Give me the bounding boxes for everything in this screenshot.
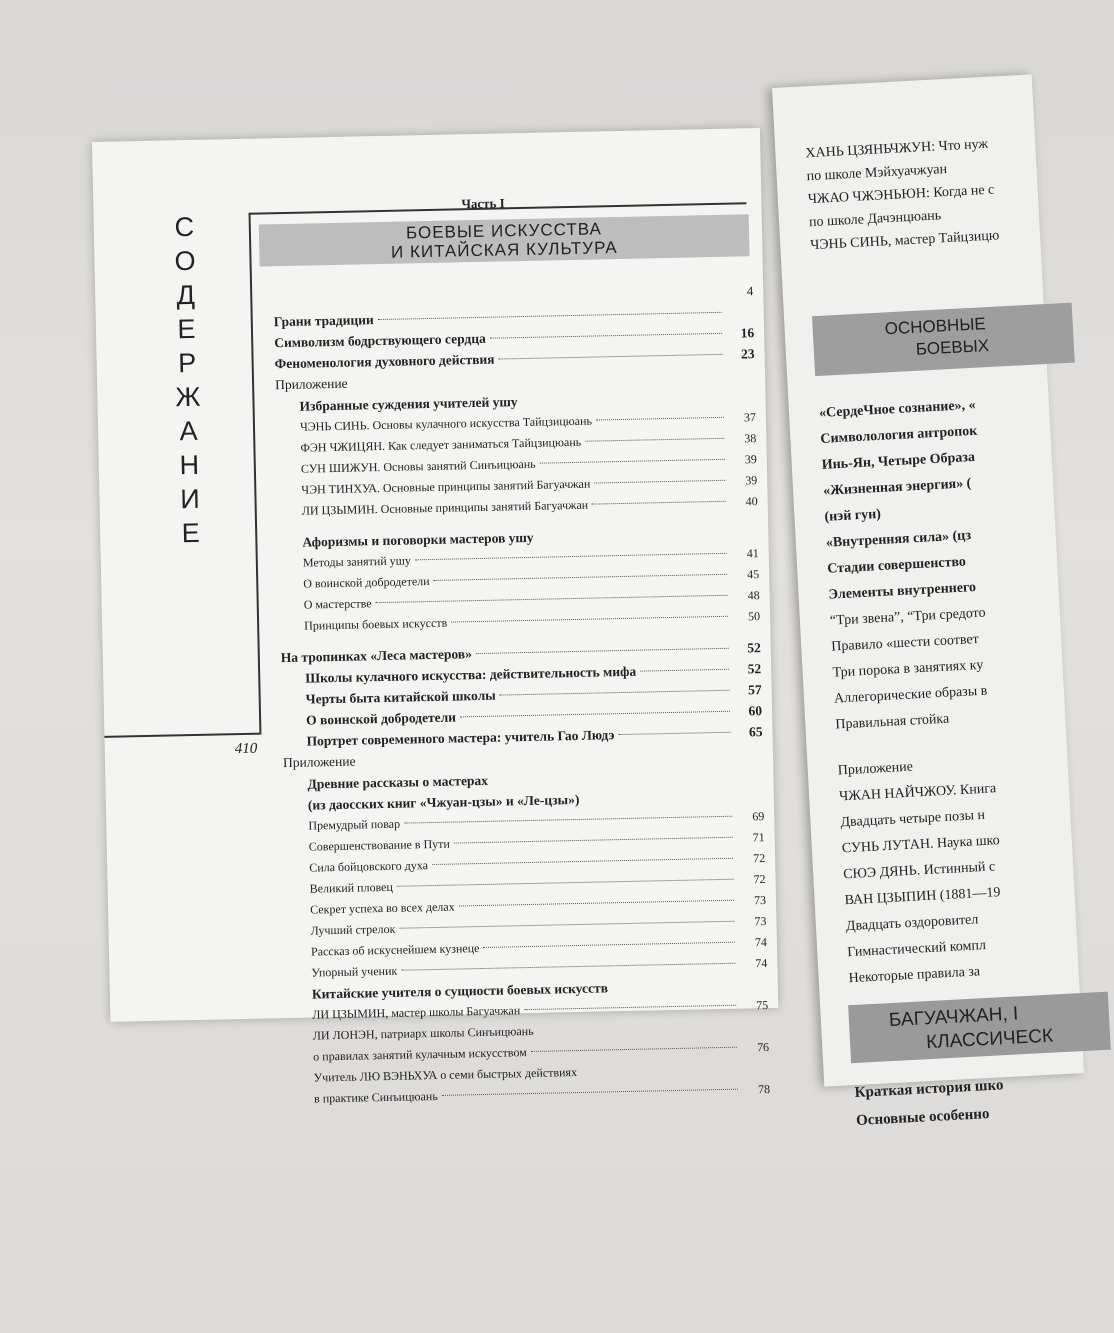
toc-leader-dots xyxy=(454,837,733,844)
toc-leader-dots xyxy=(399,921,734,929)
toc-entry-title: СУН ШИЖУН. Основы занятий Синъицюань xyxy=(300,456,536,476)
toc-entry-title: Великий пловец xyxy=(309,879,393,896)
toc-leader-dots xyxy=(524,1005,736,1010)
right-page-line: Двадцать четыре позы н xyxy=(840,807,986,831)
toc-leader-dots xyxy=(592,501,726,505)
toc-page-number: 4 xyxy=(746,283,754,299)
toc-entry-title: Древние рассказы о мастерах xyxy=(307,772,489,792)
right-page-line: «Внутренняя сила» (цз xyxy=(825,528,972,551)
vertical-title-letter: Н xyxy=(179,449,201,481)
toc-leader-dots xyxy=(378,312,722,320)
toc-entry-title: Лучший стрелок xyxy=(310,921,396,938)
toc-page-number: 39 xyxy=(744,452,757,467)
right-page-line: Двадцать оздоровител xyxy=(845,912,979,935)
toc-page-number: 38 xyxy=(744,431,757,446)
toc-page-number: 73 xyxy=(753,893,767,908)
banner-line: ОСНОВНЫЕ xyxy=(884,314,987,339)
table-of-contents xyxy=(273,280,770,1110)
toc-leader-dots xyxy=(442,1089,738,1096)
toc-page-number: 48 xyxy=(747,588,760,603)
toc-leader-dots xyxy=(640,669,729,672)
banner-line: И КИТАЙСКАЯ КУЛЬТУРА xyxy=(390,238,618,262)
banner-line: БОЕВЫЕ ИСКУССТВА xyxy=(405,219,603,243)
toc-leader-dots xyxy=(500,690,730,696)
right-page-line: ХАНЬ ЦЗЯНЬЧЖУН: Что нуж xyxy=(805,136,989,162)
toc-page-number: 52 xyxy=(747,661,762,677)
right-page-line: Некоторые правила за xyxy=(848,964,981,987)
toc-page-number: 78 xyxy=(757,1082,771,1097)
toc-entry-title: Приложение xyxy=(282,753,356,771)
toc-entry-title: ФЭН ЧЖИЦЯН. Как следует заниматься Тайцзицюань xyxy=(300,434,582,455)
toc-entry-title: Грани традиции xyxy=(273,312,374,330)
toc-entry-title: Приложение xyxy=(274,375,348,393)
toc-page-number: 73 xyxy=(754,914,767,929)
toc-page-number xyxy=(726,316,754,317)
right-page-line: Краткая история шко xyxy=(854,1077,1004,1102)
toc-entry-title: (из даосских книг «Чжуан-цзы» и «Ле-цзы») xyxy=(307,791,580,813)
toc-entry-title: Избранные суждения учителей ушу xyxy=(299,394,518,414)
right-page-line: СЮЭ ДЯНЬ. Истинный с xyxy=(842,859,996,883)
toc-leader-dots xyxy=(404,816,732,824)
toc-entry-title: Принципы боевых искусств xyxy=(304,615,448,633)
vertical-title xyxy=(169,210,206,551)
right-page-line: по школе Мэйхуачжуан xyxy=(806,161,948,185)
toc-entry-title: На тропинках «Леса мастеров» xyxy=(280,646,473,666)
right-page-line: Стадии совершенство xyxy=(826,554,967,577)
toc-leader-dots xyxy=(594,480,725,484)
toc-leader-dots xyxy=(540,459,725,464)
toc-leader-dots xyxy=(277,292,721,301)
toc-entry-title: ЛИ ЦЗЫМИН. Основные принципы занятий Багуачжан xyxy=(301,497,589,518)
banner-line: БАГУАЧЖАН, I xyxy=(888,1003,1019,1032)
right-page-line: «СердеЧное сознание», « xyxy=(818,397,976,421)
toc-leader-dots xyxy=(451,616,728,623)
toc-entry-title: Методы занятий ушу xyxy=(302,553,412,570)
toc-entry-title: ЛИ ЦЗЫМИН, мастер школы Багуачжан xyxy=(312,1003,521,1022)
toc-page-number: 74 xyxy=(755,956,768,971)
frame-left-rule xyxy=(249,213,262,733)
toc-entry-title: Символизм бодрствующего сердца xyxy=(274,330,486,351)
left-page xyxy=(92,128,778,1106)
right-page-line: Правило «шести соответ xyxy=(830,631,980,655)
toc-entry-title: в практике Синъицюань xyxy=(313,1088,438,1106)
toc-page-number: 37 xyxy=(743,410,757,425)
toc-page-number: 71 xyxy=(752,830,765,845)
toc-leader-dots xyxy=(459,900,734,907)
toc-entry-title: Афоризмы и поговорки мастеров ушу xyxy=(302,529,534,550)
toc-page-number: 72 xyxy=(753,872,766,887)
right-page-line: Элементы внутреннего xyxy=(828,580,977,603)
right-section-banner-2 xyxy=(848,992,1111,1064)
toc-leader-dots xyxy=(401,963,735,971)
toc-entry-title: Совершенствование в Пути xyxy=(308,836,450,854)
toc-page-number: 41 xyxy=(746,546,759,561)
toc-page-number: 50 xyxy=(747,609,761,624)
banner-line: БОЕВЫХ xyxy=(915,336,990,359)
toc-leader-dots xyxy=(498,354,722,360)
toc-leader-dots xyxy=(376,595,728,603)
toc-leader-dots xyxy=(531,1047,737,1052)
vertical-title-letter: И xyxy=(179,483,202,515)
toc-leader-dots xyxy=(397,879,734,887)
toc-leader-dots xyxy=(432,858,733,865)
toc-entry-title: ЛИ ЛОНЭН, патриарх школы Синъицюань xyxy=(312,1023,534,1043)
toc-entry-title: Сила бойцовского духа xyxy=(309,858,429,875)
toc-leader-dots xyxy=(596,417,724,421)
right-page-line: ЧЭНЬ СИНЬ, мастер Тайцзицю xyxy=(809,228,1000,254)
right-page-line: Правильная стойка xyxy=(835,711,950,733)
toc-page-number: 75 xyxy=(756,998,769,1013)
toc-page-number: 57 xyxy=(747,682,762,698)
toc-entry-title: О воинской добродетели xyxy=(305,709,457,728)
toc-entry-title: ЧЭНЬ СИНЬ. Основы кулачного искусства Тайцзицюань xyxy=(299,413,593,434)
right-page-line: Символология антропок xyxy=(820,423,978,447)
toc-page-number: 40 xyxy=(745,494,758,509)
toc-entry-title: О мастерстве xyxy=(303,596,372,612)
toc-entry-title: Феноменология духовного действия xyxy=(274,351,495,372)
toc-leader-dots xyxy=(415,553,727,561)
vertical-title-letter: Е xyxy=(177,313,197,345)
vertical-title-letter: Д xyxy=(176,279,197,311)
vertical-title-letter: С xyxy=(174,211,196,243)
right-page-line: (нэй гун) xyxy=(824,506,882,525)
right-page-line: ВАН ЦЗЫПИН (1881—19 xyxy=(844,885,1001,909)
toc-entry-title: Портрет современного мастера: учитель Гао Людэ xyxy=(306,727,615,749)
toc-page-number: 39 xyxy=(745,473,758,488)
vertical-title-letter: Р xyxy=(177,347,198,379)
vertical-title-letter: Е xyxy=(181,517,202,549)
toc-entry-title: Черты быта китайской школы xyxy=(305,687,496,707)
toc-leader-dots xyxy=(434,574,728,581)
toc-leader-dots xyxy=(483,942,735,948)
vertical-title-letter: А xyxy=(179,415,199,447)
right-page-line: ЧЖАО ЧЖЭНЬЮН: Когда не с xyxy=(807,182,995,208)
section-banner xyxy=(259,214,750,266)
right-page-line: Аллегорические образы в xyxy=(833,683,988,707)
right-section-banner xyxy=(812,303,1075,377)
banner-line: КЛАССИЧЕСК xyxy=(925,1025,1054,1054)
toc-entry-title: Секрет успеха во всех делах xyxy=(309,899,455,917)
toc-page-number: 60 xyxy=(748,703,763,719)
right-page-line: по школе Дачэнцюань xyxy=(808,208,942,231)
toc-page-number: 23 xyxy=(740,346,755,362)
right-page-line: Три порока в занятиях ку xyxy=(832,657,984,681)
toc-page-number: 52 xyxy=(747,640,761,656)
toc-entry-title: ЧЭН ТИНХУА. Основные принципы занятий Багуачжан xyxy=(301,476,591,497)
toc-entry-title: Школы кулачного искусства: действительность мифа xyxy=(305,663,637,686)
toc-leader-dots xyxy=(585,438,724,442)
toc-page-number: 16 xyxy=(740,325,755,341)
toc-page-number: 74 xyxy=(754,935,768,950)
toc-page-number: 65 xyxy=(748,724,763,740)
toc-page-number: 72 xyxy=(752,851,766,866)
toc-entry-title: Китайские учителя о сущности боевых искусств xyxy=(311,980,609,1002)
toc-page-number: 76 xyxy=(756,1040,770,1055)
toc-page-number: 69 xyxy=(752,809,765,824)
toc-page-number: 45 xyxy=(747,567,760,582)
toc-leader-dots xyxy=(618,732,730,735)
toc-leader-dots xyxy=(476,648,729,654)
toc-entry-title: Премудрый повар xyxy=(308,816,401,833)
page-number: 410 xyxy=(234,740,258,758)
right-page-line: Инь-Ян, Четыре Образа xyxy=(821,449,976,473)
right-page-line: «Жизненная энергия» ( xyxy=(822,476,972,499)
toc-entry-title: Упорный ученик xyxy=(311,963,398,980)
toc-leader-dots xyxy=(490,333,722,339)
right-page xyxy=(772,74,1084,1129)
right-page-line: Основные особенно xyxy=(855,1106,990,1129)
toc-entry-title: Рассказ об искуснейшем кузнеце xyxy=(310,941,480,959)
right-page-line: Гимнастический компл xyxy=(846,937,987,961)
right-page-line: Приложение xyxy=(837,759,914,779)
right-page-line: “Три звена”, “Три средото xyxy=(829,605,986,629)
toc-leader-dots xyxy=(460,711,730,718)
part-label: Часть I xyxy=(461,195,505,212)
vertical-title-letter: Ж xyxy=(175,381,202,413)
vertical-title-letter: О xyxy=(174,245,197,277)
right-page-line: ЧЖАН НАЙЧЖОУ. Книга xyxy=(838,781,997,805)
frame-bottom-rule xyxy=(104,733,261,738)
toc-entry-title: о правилах занятий кулачным искусством xyxy=(313,1045,527,1064)
toc-entry-title: О воинской добродетели xyxy=(303,574,430,591)
right-page-line: СУНЬ ЛУТАН. Наука шко xyxy=(841,833,1001,857)
toc-entry-title: Учитель ЛЮ ВЭНЬХУА о семи быстрых действиях xyxy=(313,1065,578,1085)
